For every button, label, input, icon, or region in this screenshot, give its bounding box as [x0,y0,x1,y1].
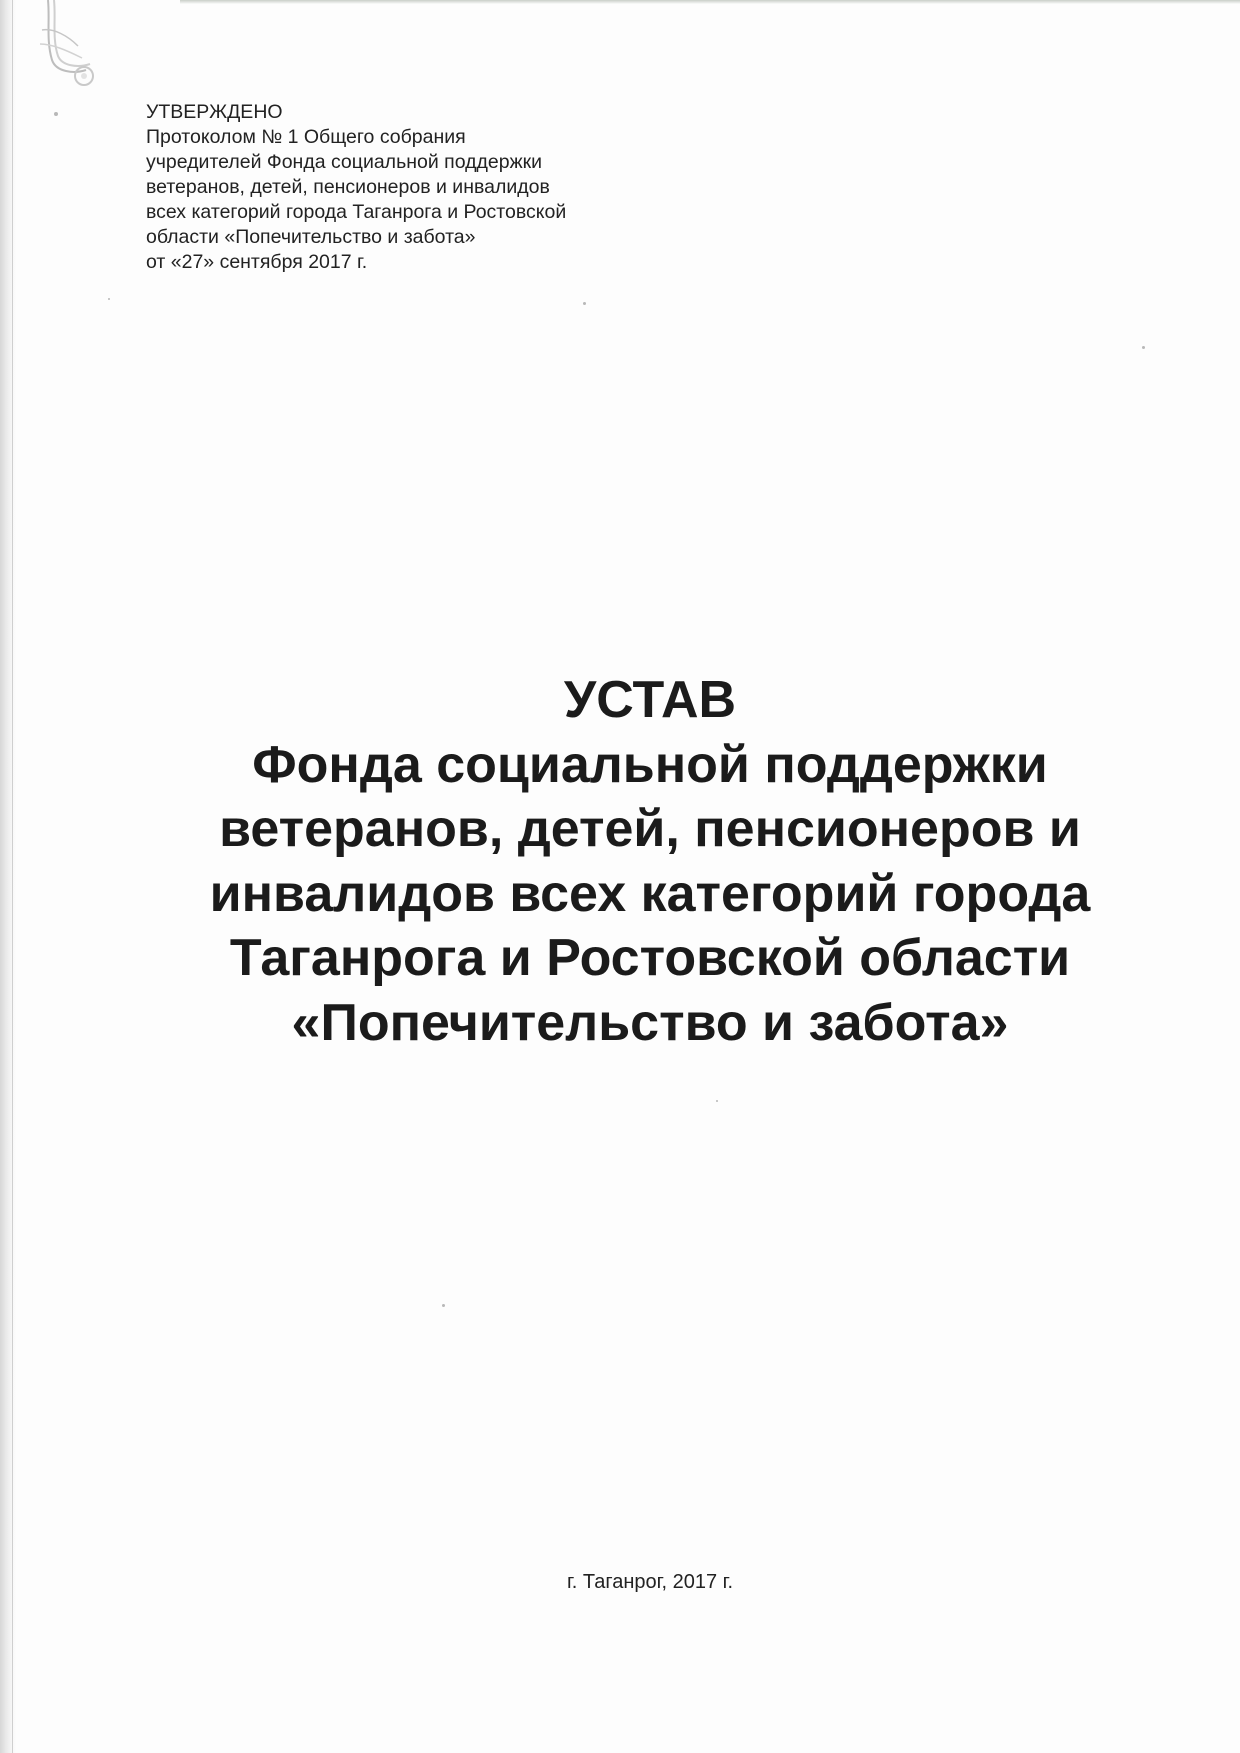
title-line: Фонда социальной поддержки [252,735,1048,794]
approval-line: учредителей Фонда социальной поддержки [146,151,543,173]
approval-line: Протоколом № 1 Общего собрания [146,126,466,148]
title-line: «Попечительство и забота» [291,993,1009,1052]
top-scan-edge [180,0,1240,4]
title-line: ветеранов, детей, пенсионеров и [219,800,1081,858]
scan-speck [1142,346,1145,349]
binding-edge [0,0,16,1753]
approval-date: от «27» сентября 2017 г. [146,251,368,273]
title-line: инвалидов всех категорий города [209,864,1091,923]
scan-speck [442,1304,445,1307]
place-and-year: г. Таганрог, 2017 г. [566,1571,734,1593]
scan-speck [108,298,110,300]
scan-speck [583,302,586,305]
binding-thread-icon [34,0,98,100]
approval-heading: УТВЕРЖДЕНО [146,101,283,123]
scan-speck [716,1100,718,1102]
binding-line [12,0,13,1753]
approval-line: области «Попечительство и забота» [146,226,476,248]
approval-line: ветеранов, детей, пенсионеров и инвалидов [146,176,550,198]
approval-line: всех категорий города Таганрога и Ростовской [146,201,567,223]
document-title [120,668,1180,1055]
title-heading: УСТАВ [563,671,737,729]
scan-speck [54,112,58,116]
title-line: Таганрога и Ростовской области [229,929,1071,987]
approval-block [146,100,706,275]
